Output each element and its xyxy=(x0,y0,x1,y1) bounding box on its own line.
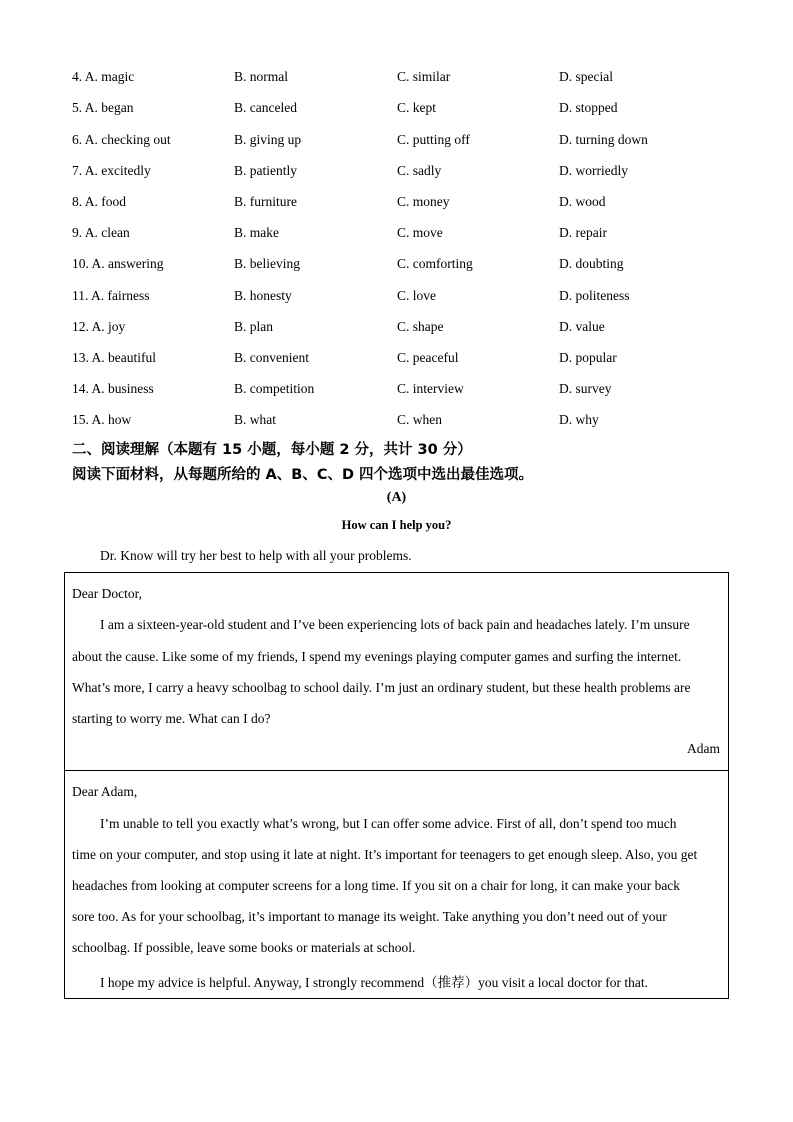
option-row-6 xyxy=(72,132,732,152)
option-b: B. normal xyxy=(234,69,288,84)
option-c: C. kept xyxy=(397,100,436,115)
option-c: C. when xyxy=(397,412,442,427)
letter-line: I am a sixteen-year-old student and I’ve been experiencing lots of back pain and headaches lately. I’m unsure xyxy=(100,617,690,632)
option-row-13 xyxy=(72,350,732,370)
option-a: 14. A. business xyxy=(72,381,154,396)
option-b: B. make xyxy=(234,225,279,240)
letter-line: about the cause. Like some of my friends, I spend my evenings playing computer games and surfing the internet. xyxy=(72,649,682,664)
option-a: 15. A. how xyxy=(72,412,132,427)
option-a: 6. A. checking out xyxy=(72,132,171,147)
option-c: C. peaceful xyxy=(397,350,459,365)
option-row-8 xyxy=(72,194,732,214)
option-b: B. convenient xyxy=(234,350,309,365)
option-b: B. honesty xyxy=(234,288,292,303)
option-d: D. repair xyxy=(559,225,607,240)
letter-greeting: Dear Doctor, xyxy=(72,586,142,601)
option-b: B. giving up xyxy=(234,132,302,147)
option-c: C. sadly xyxy=(397,163,442,178)
option-row-11 xyxy=(72,288,732,308)
option-d: D. why xyxy=(559,412,599,427)
section-instruction: 阅读下面材料，从每题所给的 A、B、C、D 四个选项中选出最佳选项。 xyxy=(72,467,534,483)
option-a: 8. A. food xyxy=(72,194,126,209)
option-d: D. stopped xyxy=(559,100,618,115)
letter-line: I hope my advice is helpful. Anyway, I strongly recommend（推荐）you visit a local doctor for that. xyxy=(100,975,649,990)
option-b: B. what xyxy=(234,412,276,427)
option-a: 10. A. answering xyxy=(72,256,164,271)
letter-signature: Adam xyxy=(687,741,720,756)
letter-line: starting to worry me. What can I do? xyxy=(72,711,271,726)
option-b: B. canceled xyxy=(234,100,297,115)
option-b: B. plan xyxy=(234,319,273,334)
option-row-9 xyxy=(72,225,732,245)
passage-intro: Dr. Know will try her best to help with all your problems. xyxy=(100,548,412,563)
passage-title: How can I help you? xyxy=(341,518,452,532)
option-d: D. turning down xyxy=(559,132,648,147)
option-c: C. money xyxy=(397,194,450,209)
option-c: C. interview xyxy=(397,381,464,396)
option-d: D. special xyxy=(559,69,613,84)
option-c: C. comforting xyxy=(397,256,473,271)
option-b: B. believing xyxy=(234,256,300,271)
section-heading: 二、阅读理解（本题有 15 小题，每小题 2 分，共计 30 分） xyxy=(72,442,472,458)
option-a: 12. A. joy xyxy=(72,319,126,334)
letter-line: What’s more, I carry a heavy schoolbag to school daily. I’m just an ordinary student, but these health problems are xyxy=(72,680,691,695)
letter-greeting: Dear Adam, xyxy=(72,784,138,799)
option-d: D. doubting xyxy=(559,256,624,271)
option-b: B. competition xyxy=(234,381,315,396)
option-b: B. furniture xyxy=(234,194,297,209)
option-row-7 xyxy=(72,163,732,183)
option-row-14 xyxy=(72,381,732,401)
option-a: 5. A. began xyxy=(72,100,134,115)
option-a: 4. A. magic xyxy=(72,69,135,84)
option-d: D. survey xyxy=(559,381,612,396)
option-d: D. value xyxy=(559,319,605,334)
option-row-10 xyxy=(72,256,732,276)
option-d: D. popular xyxy=(559,350,617,365)
option-a: 7. A. excitedly xyxy=(72,163,151,178)
option-a: 11. A. fairness xyxy=(72,288,150,303)
option-row-12 xyxy=(72,319,732,339)
letter-line: headaches from looking at computer screens for a long time. If you sit on a chair for long, it can make your back xyxy=(72,878,681,893)
option-c: C. similar xyxy=(397,69,451,84)
letter-box-2 xyxy=(64,770,729,999)
option-c: C. shape xyxy=(397,319,444,334)
option-a: 13. A. beautiful xyxy=(72,350,156,365)
option-c: C. move xyxy=(397,225,443,240)
option-a: 9. A. clean xyxy=(72,225,130,240)
part-label: (A) xyxy=(386,490,407,505)
option-row-5 xyxy=(72,100,732,120)
letter-box-1 xyxy=(64,572,729,771)
letter-line: time on your computer, and stop using it late at night. It’s important for teenagers to get enough sleep. Also, you get xyxy=(72,847,698,862)
option-d: D. politeness xyxy=(559,288,630,303)
letter-line: I’m unable to tell you exactly what’s wrong, but I can offer some advice. First of all, don’t spend too much xyxy=(100,816,677,831)
option-d: D. wood xyxy=(559,194,606,209)
letter-line: schoolbag. If possible, leave some books or materials at school. xyxy=(72,940,416,955)
option-c: C. putting off xyxy=(397,132,470,147)
letter-line: sore too. As for your schoolbag, it’s important to manage its weight. Take anything you don’t need out of your xyxy=(72,909,667,924)
option-row-4 xyxy=(72,69,732,89)
option-c: C. love xyxy=(397,288,436,303)
option-row-15 xyxy=(72,412,732,432)
option-b: B. patiently xyxy=(234,163,297,178)
option-d: D. worriedly xyxy=(559,163,628,178)
